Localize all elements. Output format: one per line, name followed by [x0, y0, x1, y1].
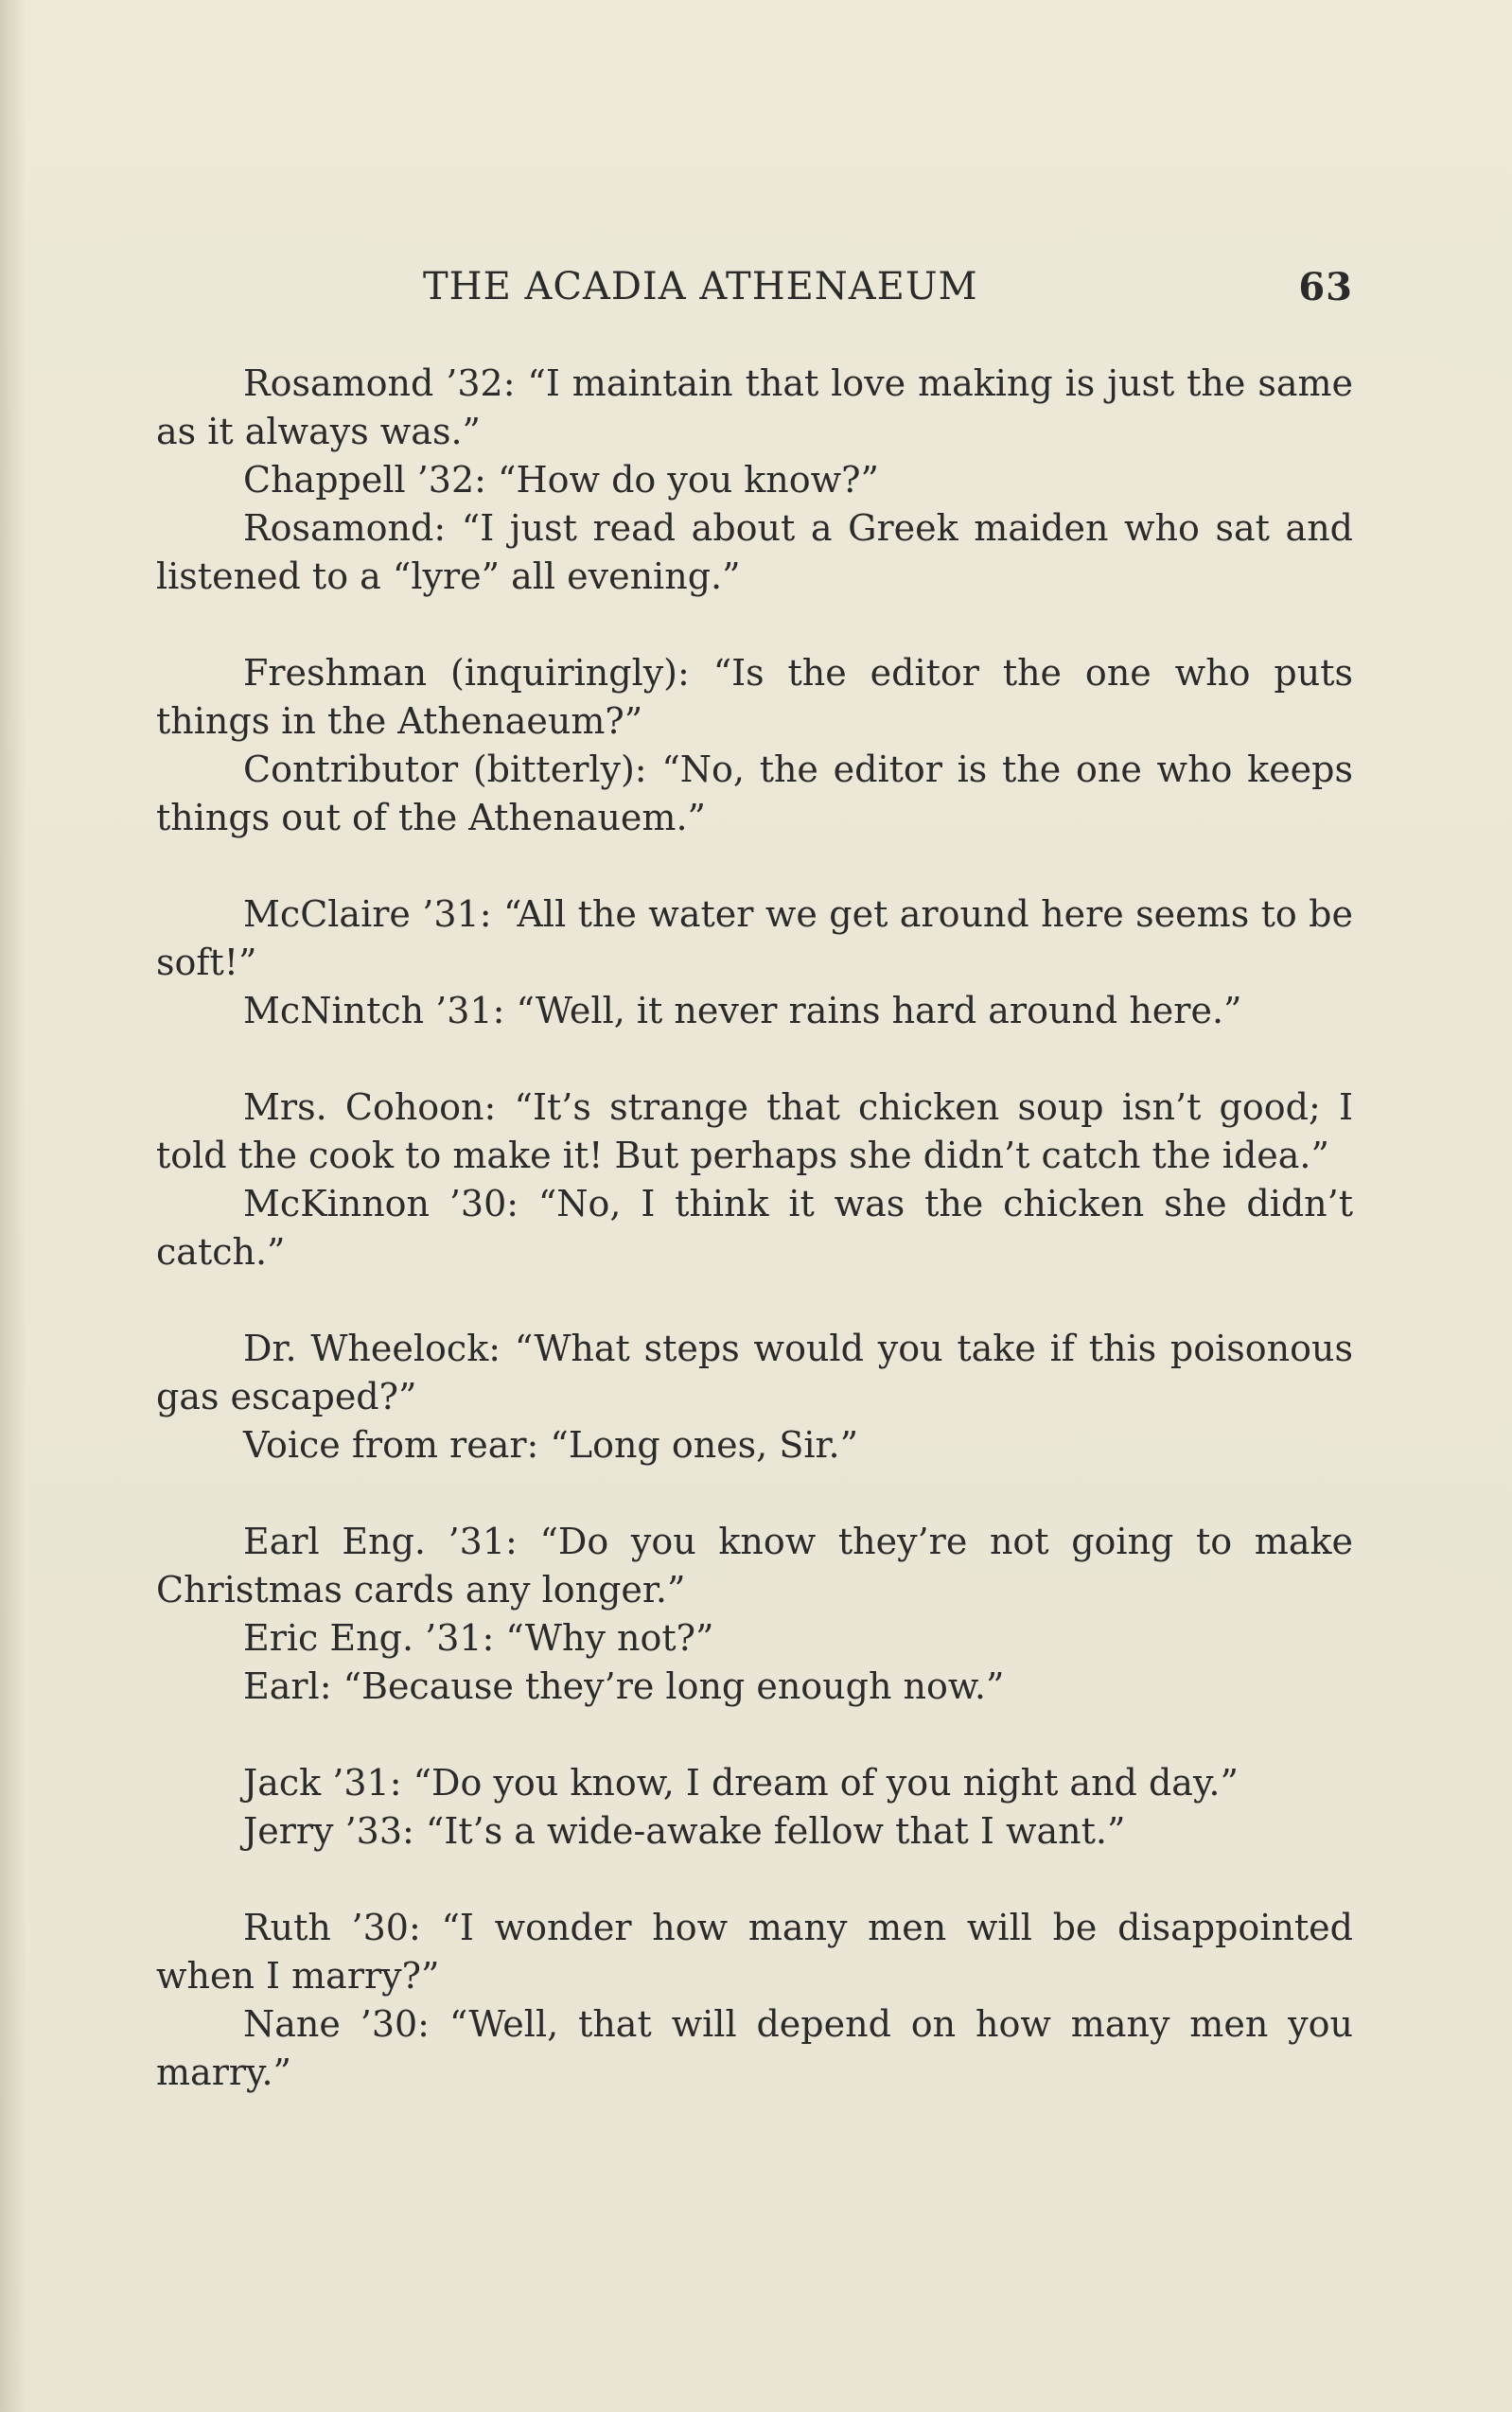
dialogue-line: Voice from rear: “Long ones, Sir.”: [243, 1424, 859, 1466]
dialogue-line: Eric Eng. ’31: “Why not?”: [243, 1617, 714, 1659]
dialogue-line: Contributor (bitterly): “No, the editor is the one who keeps things out of the Athenauem.”: [156, 748, 1353, 838]
dialogue-line: McKinnon ’30: “No, I think it was the chicken she didn’t catch.”: [156, 1183, 1353, 1273]
dialogue-line: Mrs. Cohoon: “It’s strange that chicken soup isn’t good; I told the cook to make it! But perhaps she didn’t catch the idea.”: [156, 1086, 1353, 1176]
joke-exchange: [156, 1904, 1353, 2097]
page-header: [156, 265, 1353, 322]
dialogue-line: Dr. Wheelock: “What steps would you take if this poisonous gas escaped?”: [156, 1328, 1353, 1417]
joke-exchange: [156, 649, 1353, 842]
joke-exchange: [156, 1518, 1353, 1711]
dialogue-line: McClaire ’31: “All the water we get around here seems to be soft!”: [156, 893, 1353, 983]
dialogue-line: Rosamond: “I just read about a Greek maiden who sat and listened to a “lyre” all evening.”: [156, 507, 1353, 597]
joke-exchange: [156, 1325, 1353, 1470]
dialogue-line: Chappell ’32: “How do you know?”: [243, 459, 879, 501]
dialogue-line: Rosamond ’32: “I maintain that love making is just the same as it always was.”: [156, 362, 1353, 452]
joke-exchange: [156, 1759, 1353, 1856]
dialogue-line: Nane ’30: “Well, that will depend on how many men you marry.”: [156, 2003, 1353, 2093]
dialogue-line: Earl Eng. ’31: “Do you know they’re not going to make Christmas cards any longer.”: [156, 1521, 1353, 1611]
joke-exchange: [156, 1083, 1353, 1276]
dialogue-line: Earl: “Because they’re long enough now.”: [243, 1665, 1005, 1707]
dialogue-line: Freshman (inquiringly): “Is the editor the one who puts things in the Athenaeum?”: [156, 652, 1353, 742]
page-body: [156, 360, 1353, 2145]
dialogue-line: McNintch ’31: “Well, it never rains hard around here.”: [243, 990, 1242, 1031]
dialogue-line: Jack ’31: “Do you know, I dream of you night and day.”: [243, 1762, 1239, 1804]
joke-exchange: [156, 360, 1353, 601]
dialogue-line: Jerry ’33: “It’s a wide-awake fellow that I want.”: [243, 1810, 1126, 1852]
joke-exchange: [156, 890, 1353, 1035]
running-title: THE ACADIA ATHENAEUM: [423, 265, 978, 308]
dialogue-line: Ruth ’30: “I wonder how many men will be disappointed when I marry?”: [156, 1907, 1353, 1997]
page-number: 63: [1298, 265, 1353, 309]
